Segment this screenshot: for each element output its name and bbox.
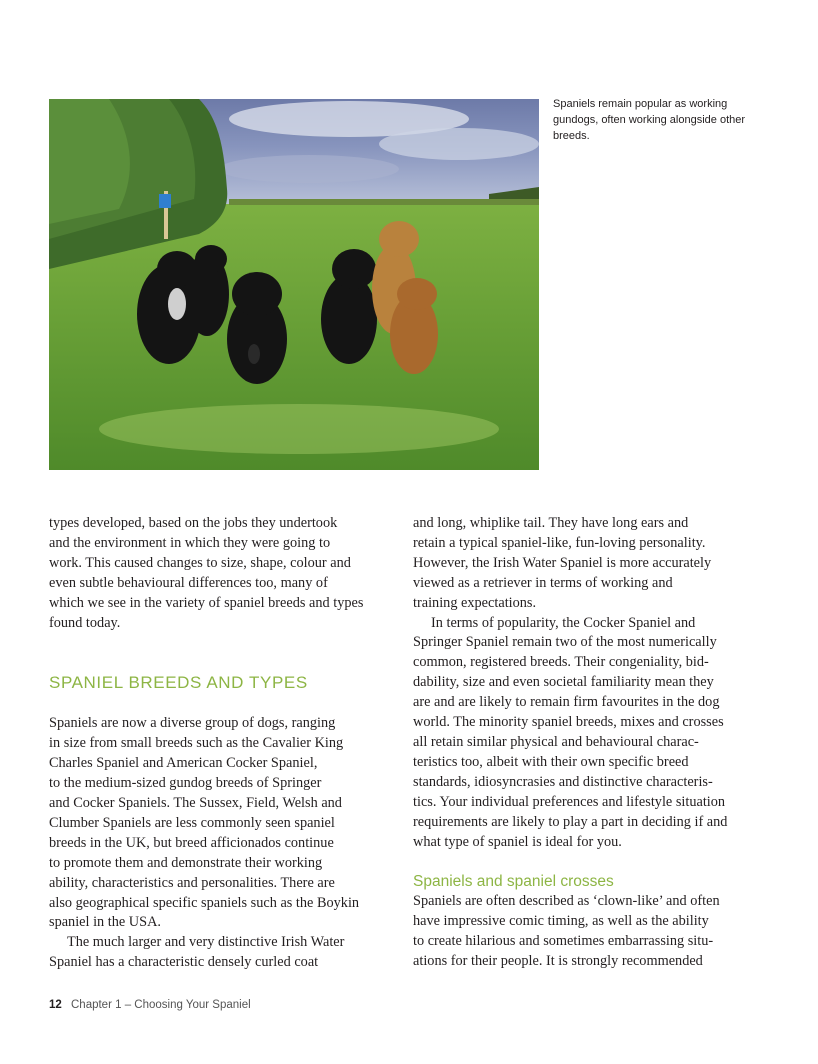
text-line: and Cocker Spaniels. The Sussex, Field, Welsh and (49, 794, 342, 811)
subsection-heading: Spaniels and spaniel crosses (413, 873, 614, 891)
text-line: tics. Your individual preferences and lifestyle situation (413, 793, 726, 810)
text-line: to promote them and demonstrate their working (49, 854, 323, 871)
text-line: Spaniels are often described as ‘clown-like’ and often (413, 893, 720, 910)
text-line: even subtle behavioural differences too, many of (49, 574, 328, 591)
intro-paragraph (49, 514, 397, 633)
text-line: world. The minority spaniel breeds, mixes and crosses (413, 714, 724, 731)
breeds-paragraph (49, 714, 397, 933)
text-line: and long, whiplike tail. They have long ears and (413, 515, 689, 531)
text-line: Charles Spaniel and American Cocker Spaniel, (49, 755, 318, 772)
text-line: which we see in the variety of spaniel breeds and types (49, 594, 364, 611)
text-line: also geographical specific spaniels such as the Boykin (49, 894, 360, 911)
right-column (413, 514, 761, 972)
text-line: work. This caused changes to size, shape, colour and (49, 554, 351, 571)
text-line: ability, characteristics and personalities. There are (49, 874, 335, 891)
text-line: teristics too, albeit with their own specific breed (413, 753, 689, 770)
text-line: However, the Irish Water Spaniel is more accurately (413, 554, 712, 571)
text-line: to the medium-sized gundog breeds of Springer (49, 775, 322, 792)
text-line: viewed as a retriever in terms of working and (413, 574, 673, 591)
continued-paragraph (413, 514, 761, 614)
text-line: all retain similar physical and behavioural charac- (413, 733, 699, 750)
text-line: types developed, based on the jobs they undertook (49, 515, 338, 531)
left-column (49, 514, 397, 973)
text-line: Clumber Spaniels are less commonly seen spaniel (49, 814, 335, 831)
text-line: to create hilarious and sometimes embarrassing situ- (413, 933, 714, 950)
text-line: spaniel in the USA. (49, 914, 161, 931)
text-line: in size from small breeds such as the Cavalier King (49, 735, 344, 752)
text-line: In terms of popularity, the Cocker Spaniel and (431, 614, 696, 631)
page-footer (49, 999, 251, 1011)
photo-caption: Spaniels remain popular as working gundogs, often working alongside other breeds. (553, 98, 746, 142)
text-line: common, registered breeds. Their congeniality, bid- (413, 654, 709, 671)
text-line: training expectations. (413, 594, 537, 611)
text-line: what type of spaniel is ideal for you. (413, 833, 622, 850)
page-number: 12 (49, 999, 62, 1011)
text-line: ations for their people. It is strongly recommended (413, 953, 703, 970)
text-line: have impressive comic timing, as well as the ability (413, 913, 709, 930)
text-line: The much larger and very distinctive Irish Water (67, 934, 345, 951)
text-line: standards, idiosyncrasies and distinctive characteris- (413, 773, 713, 790)
spaniels-field-photo (49, 99, 539, 470)
popularity-paragraph (413, 614, 761, 853)
text-line: Spaniels are now a diverse group of dogs, ranging (49, 715, 336, 732)
section-heading: SPANIEL BREEDS AND TYPES (49, 673, 308, 693)
chapter-title: Chapter 1 – Choosing Your Spaniel (71, 999, 251, 1011)
text-line: dability, size and even societal familiarity mean they (413, 674, 714, 691)
text-line: found today. (49, 614, 121, 631)
text-line: Spaniel has a characteristic densely curled coat (49, 954, 319, 971)
crosses-paragraph (413, 892, 761, 972)
text-line: Springer Spaniel remain two of the most numerically (413, 634, 717, 651)
text-line: breeds in the UK, but breed afficionados continue (49, 834, 334, 851)
irish-water-paragraph (49, 933, 397, 973)
text-line: and the environment in which they were going to (49, 534, 331, 551)
text-line: retain a typical spaniel-like, fun-loving personality. (413, 534, 706, 551)
text-line: are and are likely to remain firm favourites in the dog (413, 694, 720, 711)
text-line: requirements are likely to play a part in deciding if and (413, 813, 728, 830)
